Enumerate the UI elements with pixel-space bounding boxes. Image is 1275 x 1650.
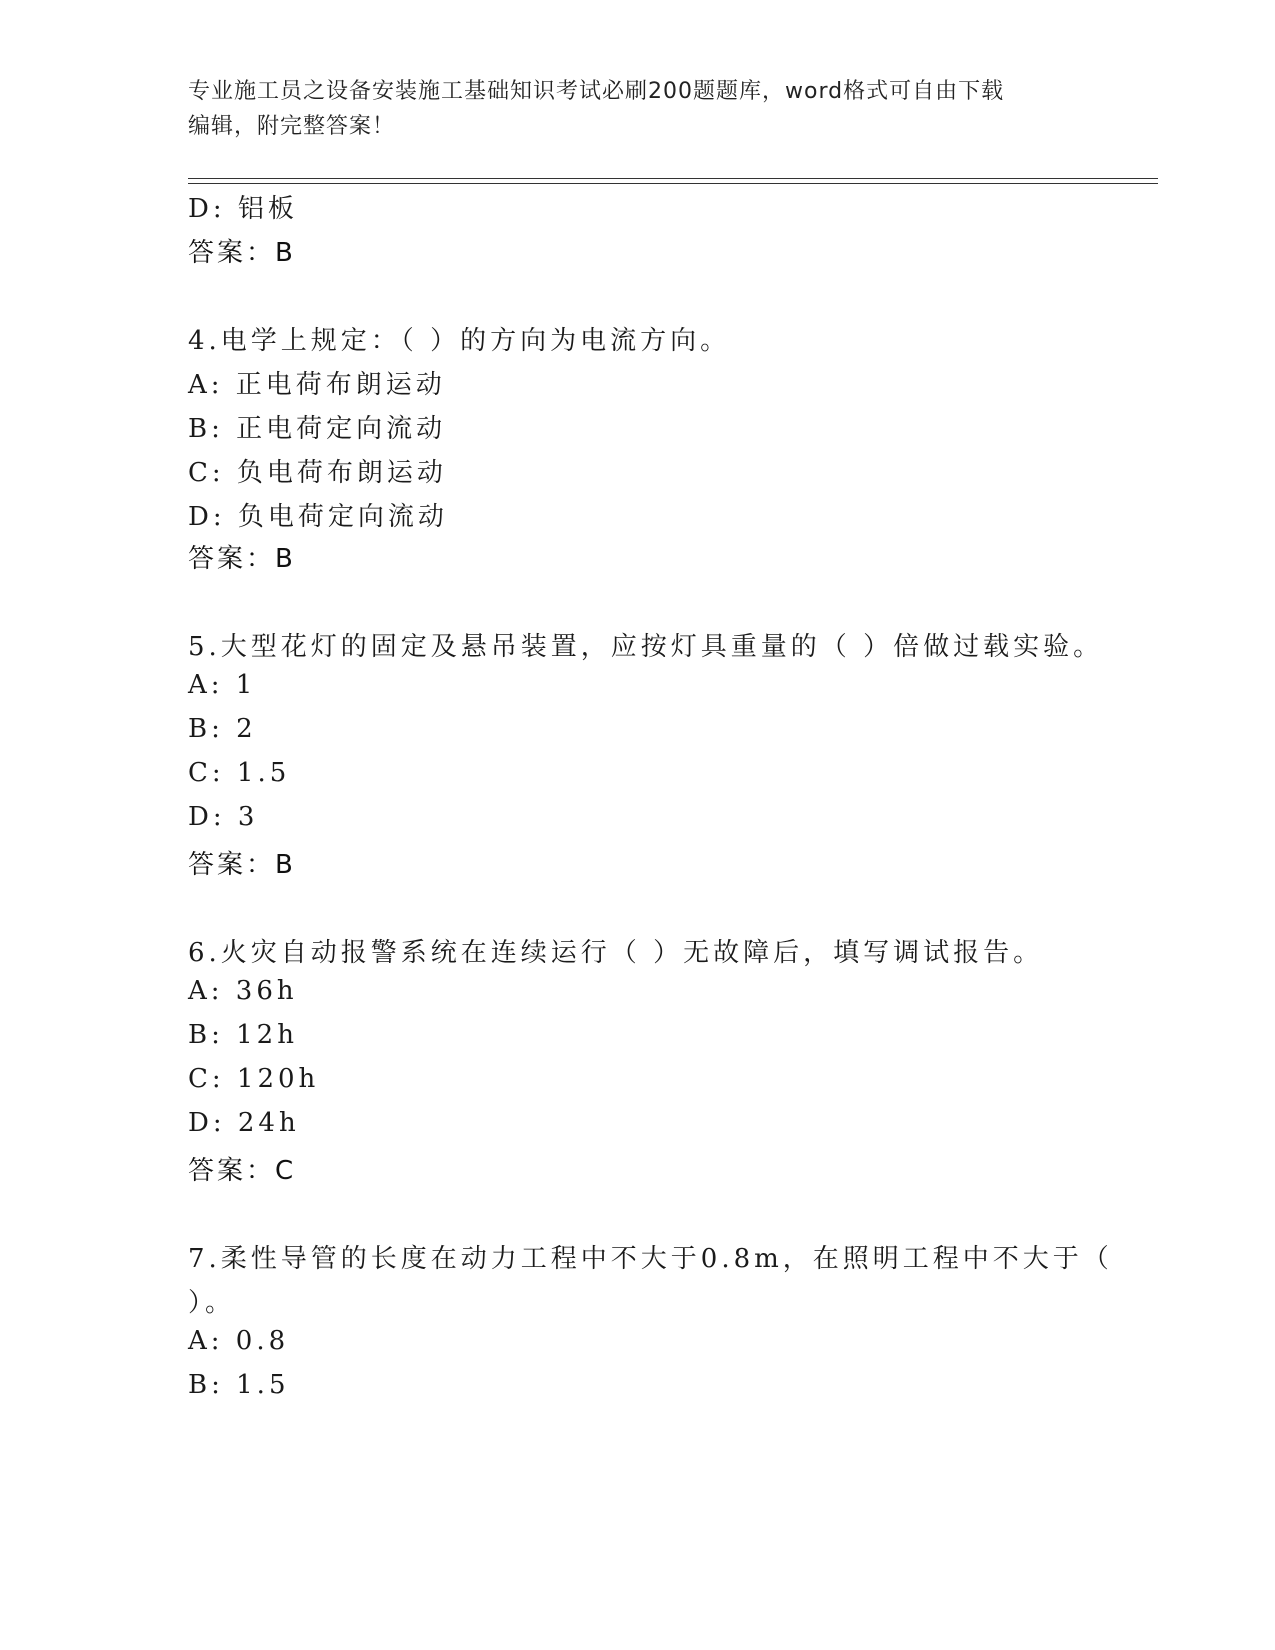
header-divider-bottom	[188, 183, 1158, 184]
q4-stem: 4.电学上规定：（ ）的方向为电流方向。	[188, 326, 731, 356]
header-divider-top	[188, 178, 1158, 179]
q6-option-d: D: 24h	[188, 1108, 300, 1138]
q4-answer: 答案：B	[188, 544, 296, 574]
q6-answer: 答案：C	[188, 1156, 297, 1186]
q7-option-b: B: 1.5	[188, 1370, 290, 1400]
q5-option-d: D: 3	[188, 802, 259, 832]
q6-option-a: A: 36h	[188, 976, 298, 1006]
q6-option-b: B: 12h	[188, 1020, 298, 1050]
q4-option-b: B: 正电荷定向流动	[188, 414, 447, 444]
q7-stem-line-1: 7.柔性导管的长度在动力工程中不大于0.8m，在照明工程中不大于（	[188, 1244, 1113, 1274]
header-line-1: 专业施工员之设备安装施工基础知识考试必刷200题题库，word格式可自由下载	[188, 79, 1005, 104]
q5-stem: 5.大型花灯的固定及悬吊装置，应按灯具重量的（ ）倍做过载实验。	[188, 632, 1104, 662]
header-line-2: 编辑，附完整答案！	[188, 114, 396, 139]
q4-option-c: C: 负电荷布朗运动	[188, 458, 447, 488]
q5-option-a: A: 1	[188, 670, 257, 700]
q6-option-c: C: 120h	[188, 1064, 320, 1094]
document-header	[188, 74, 1088, 144]
q7-stem-line-2: ）。	[188, 1288, 236, 1318]
q6-stem: 6.火灾自动报警系统在连续运行（ ）无故障后，填写调试报告。	[188, 938, 1044, 968]
q4-option-a: A: 正电荷布朗运动	[188, 370, 446, 400]
q5-option-b: B: 2	[188, 714, 257, 744]
q4-option-d: D: 负电荷定向流动	[188, 502, 448, 532]
q3-answer: 答案：B	[188, 238, 296, 268]
q3-option-d: D: 铝板	[188, 194, 298, 224]
q5-answer: 答案：B	[188, 850, 296, 880]
q5-option-c: C: 1.5	[188, 758, 291, 788]
q7-option-a: A: 0.8	[188, 1326, 290, 1356]
